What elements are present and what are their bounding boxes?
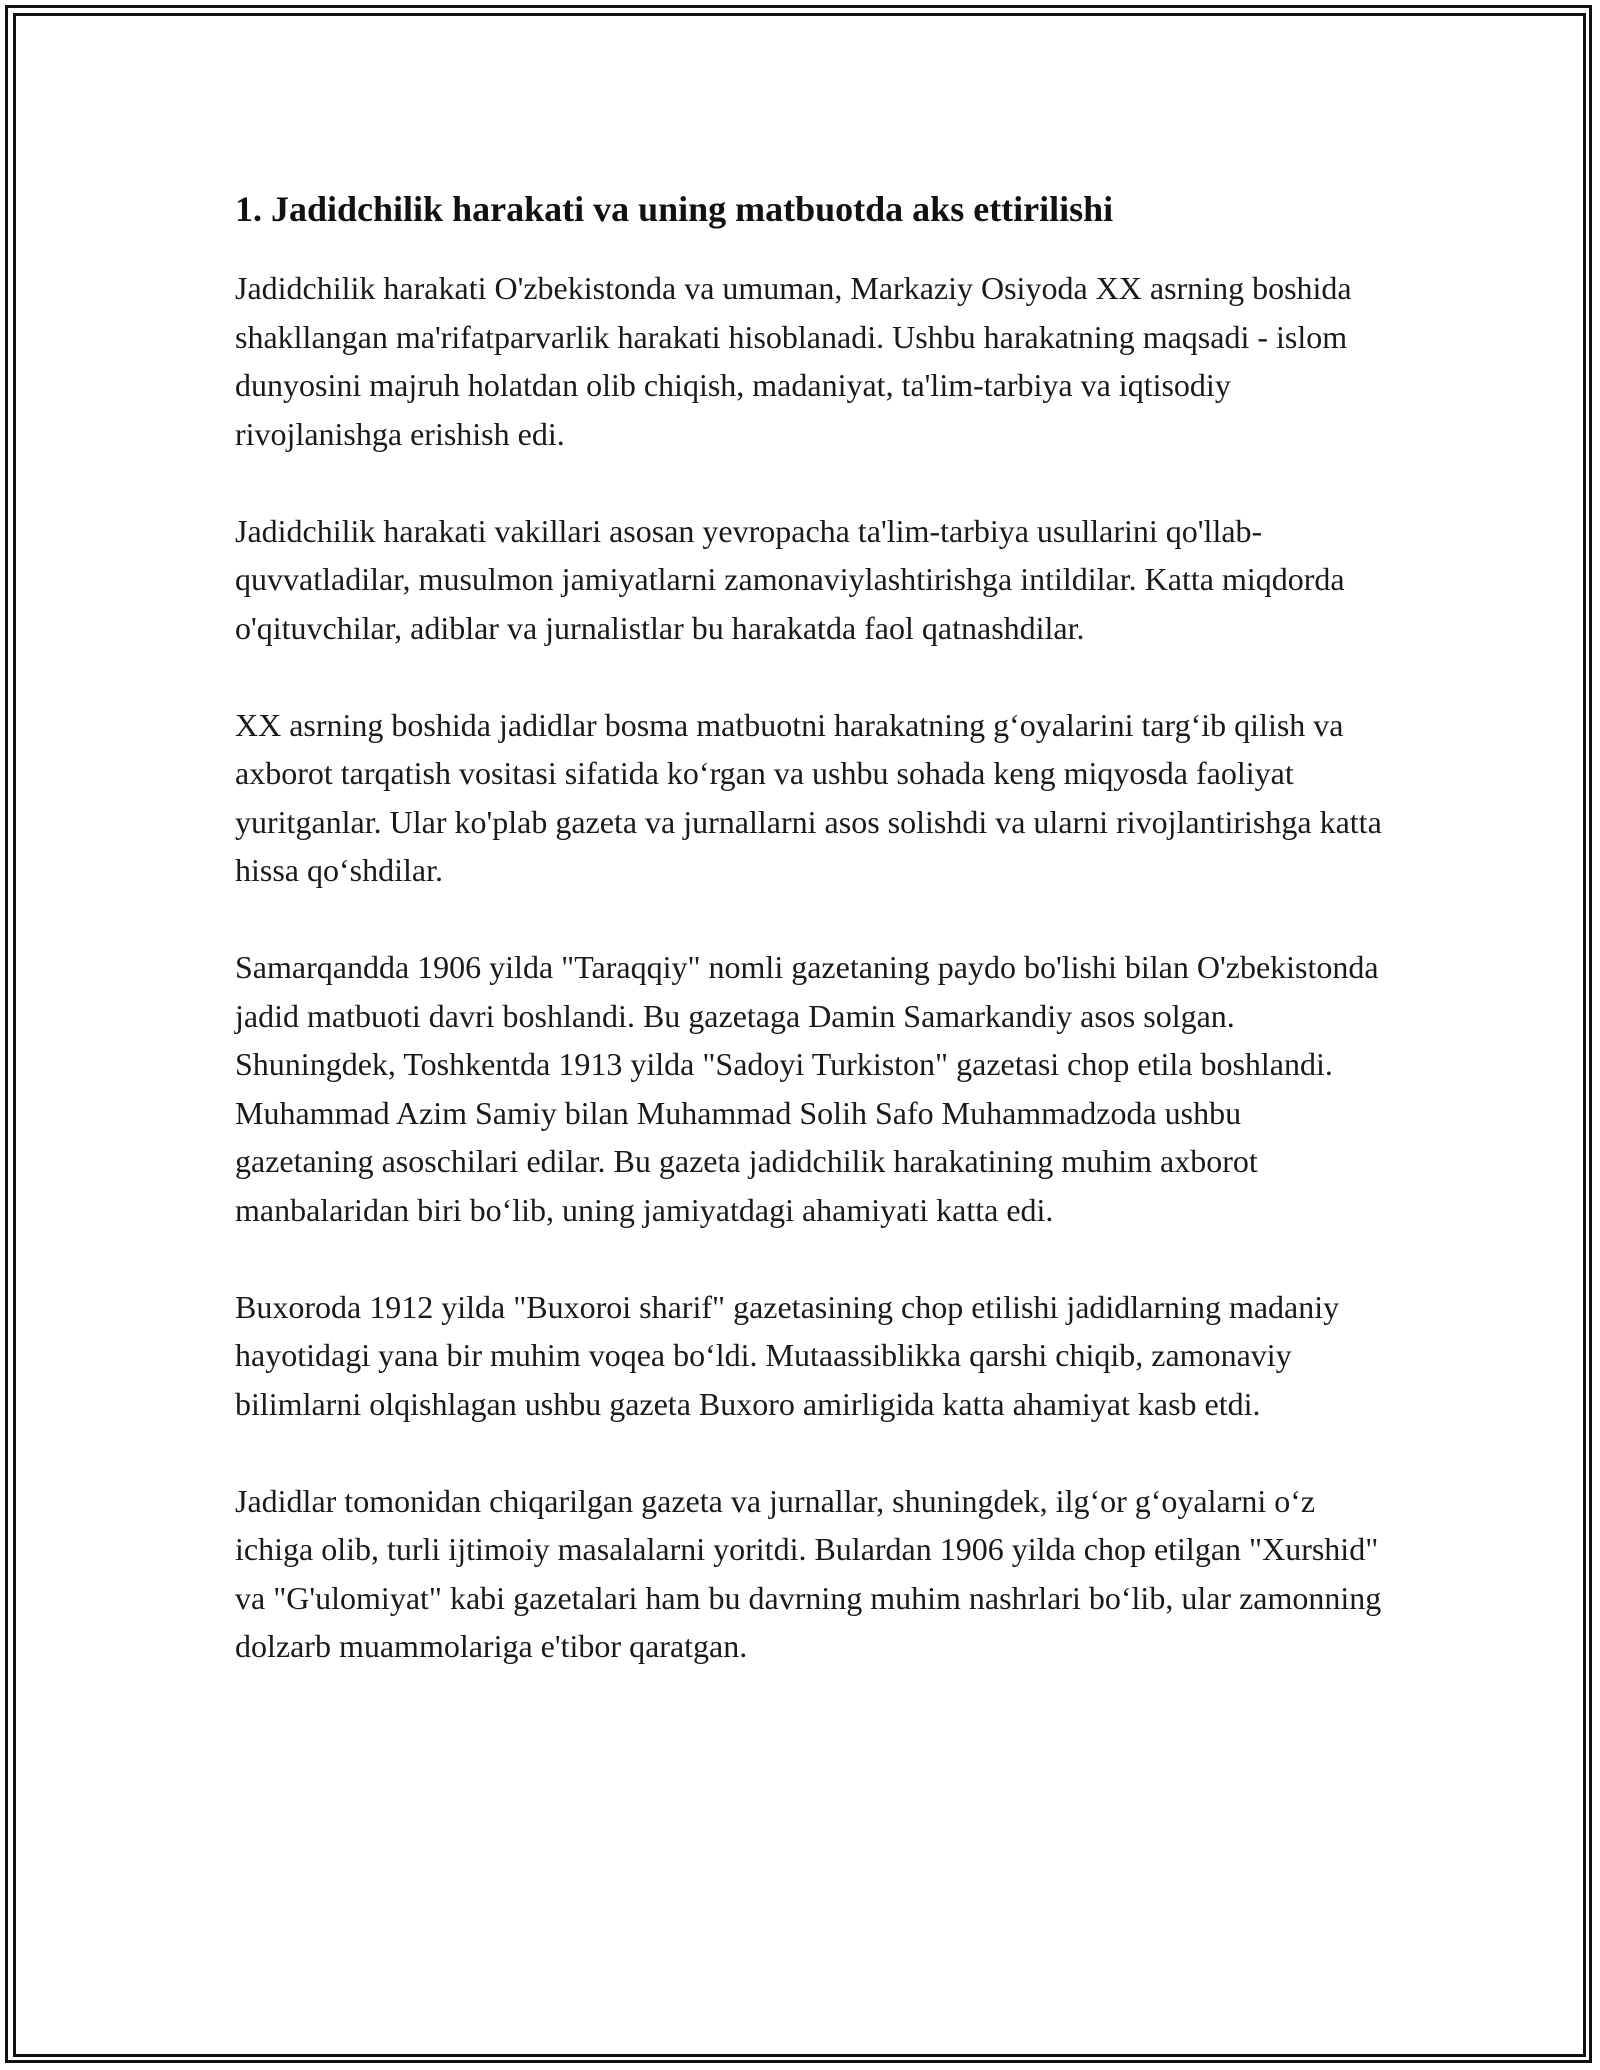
paragraph: Jadidlar tomonidan chiqarilgan gazeta va jurnallar, shuningdek, ilg‘or g‘oyalarni o‘z ichiga olib, turli ijtimoiy masalalarni yoritdi. Bulardan 1906 yilda chop etilgan "Xurshid" va "G'ulomiyat" kabi gazetalari ham bu davrning muhim nashrlari bo‘lib, ular zamonning dolzarb muammolariga e'tibor qaratgan. [235, 1482, 1382, 1664]
paragraph: Jadidchilik harakati O'zbekistonda va umuman, Markaziy Osiyoda XX asrning boshida shakllangan ma'rifatparvarlik harakati hisoblanadi. Ushbu harakatning maqsadi - islom dunyosini majruh holatdan olib chiqish, madaniyat, ta'lim-tarbiya va iqtisodiy rivojlanishga erishish edi. [235, 270, 1352, 452]
document-body [235, 186, 1385, 1719]
paragraph: Jadidchilik harakati vakillari asosan yevropacha ta'lim-tarbiya usullarini qo'llab-quvvatladilar, musulmon jamiyatlarni zamonaviylashtirishga intildilar. Katta miqdorda o'qituvchilar, adiblar va jurnalistlar bu harakatda faol qatnashdilar. [235, 512, 1345, 646]
paragraph: XX asrning boshida jadidlar bosma matbuotni harakatning g‘oyalarini targ‘ib qilish va axborot tarqatish vositasi sifatida ko‘rgan va ushbu sohada keng miqyosda faoliyat yuritganlar. Ular ko'plab gazeta va jurnallarni asos solishdi va ularni rivojlantirishga katta hissa qo‘shdilar. [235, 706, 1382, 888]
section-heading: 1. Jadidchilik harakati va uning matbuotda aks ettirilishi [235, 189, 1114, 229]
paragraph: Samarqandda 1906 yilda "Taraqqiy" nomli gazetaning paydo bo'lishi bilan O'zbekistonda jadid matbuoti davri boshlandi. Bu gazetaga Damin Samarkandiy asos solgan. Shuningdek, Toshkentda 1913 yilda "Sadoyi Turkiston" gazetasi chop etila boshlandi. Muhammad Azim Samiy bilan Muhammad Solih Safo Muhammadzoda ushbu gazetaning asoschilari edilar. Bu gazeta jadidchilik harakatining muhim axborot manbalaridan biri bo‘lib, uning jamiyatdagi ahamiyati katta edi. [235, 949, 1379, 1228]
paragraph: Buxoroda 1912 yilda "Buxoroi sharif" gazetasining chop etilishi jadidlarning madaniy hayotidagi yana bir muhim voqea bo‘ldi. Mutaassiblikka qarshi chiqib, zamonaviy bilimlarni olqishlagan ushbu gazeta Buxoro amirligida katta ahamiyat kasb etdi. [235, 1288, 1340, 1422]
